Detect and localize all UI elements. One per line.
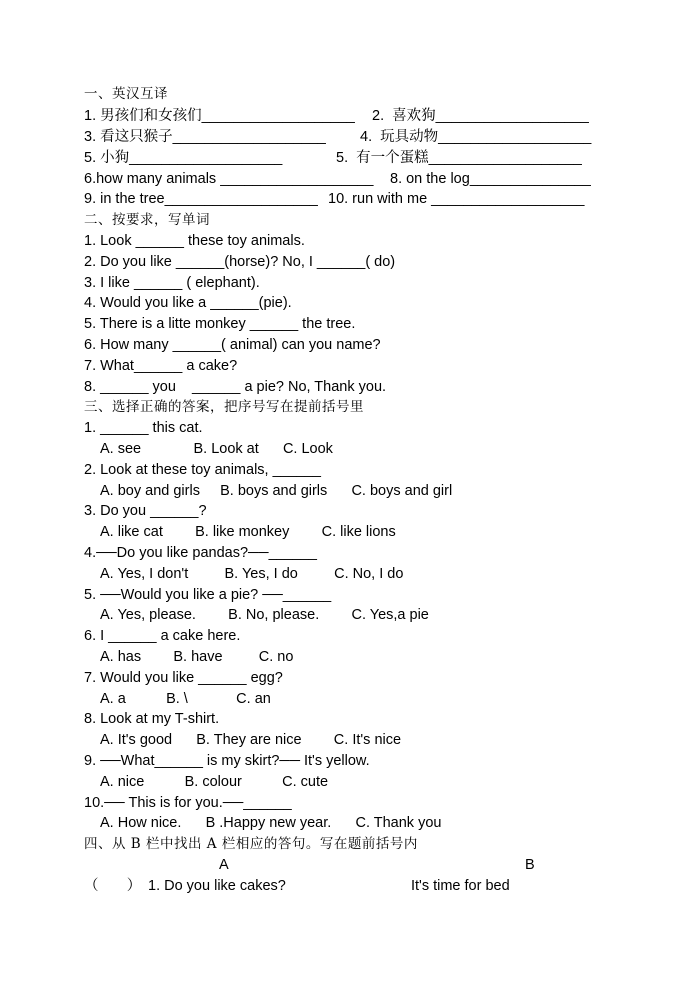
s3-question-1: 1. ______ this cat. bbox=[84, 420, 203, 436]
s2-item-1: 1. Look ______ these toy animals. bbox=[84, 233, 305, 249]
s2-item-8: 8. ______ you ______ a pie? No, Thank you. bbox=[84, 379, 387, 395]
s2-item-6: 6. How many ______( animal) can you name? bbox=[84, 337, 381, 353]
s4-question-1: 1. Do you like cakes? bbox=[148, 878, 286, 894]
s3-options-9: A. nice B. colour C. cute bbox=[100, 774, 329, 790]
s1-item-3: 3. 看这只猴子___________________ bbox=[84, 129, 326, 145]
section3-heading: 三、选择正确的答案，把序号写在提前括号里 bbox=[84, 399, 364, 415]
s1-item-1: 1. 男孩们和女孩们___________________ bbox=[84, 108, 355, 124]
s3-question-10: 10.── This is for you.──______ bbox=[84, 795, 292, 811]
s1-item-10: 10. run with me ___________________ bbox=[328, 191, 585, 207]
s3-options-6: A. has B. have C. no bbox=[100, 649, 294, 665]
answer-bracket[interactable]: （ ） bbox=[84, 878, 142, 894]
s2-item-4: 4. Would you like a ______(pie). bbox=[84, 295, 292, 311]
s1-item-9: 9. in the tree___________________ bbox=[84, 191, 318, 207]
s3-question-7: 7. Would you like ______ egg? bbox=[84, 670, 283, 686]
s3-question-5: 5. ──Would you like a pie? ──______ bbox=[84, 587, 332, 603]
s3-options-10: A. How nice. B .Happy new year. C. Thank you bbox=[100, 815, 442, 831]
s2-item-3: 3. I like ______ ( elephant). bbox=[84, 275, 260, 291]
s3-question-9: 9. ──What______ is my skirt?── It's yellow. bbox=[84, 753, 370, 769]
s1-item-6: 6.how many animals ___________________ bbox=[84, 171, 374, 187]
s3-options-3: A. like cat B. like monkey C. like lions bbox=[100, 524, 396, 540]
s2-item-7: 7. What______ a cake? bbox=[84, 358, 238, 374]
s3-options-8: A. It's good B. They are nice C. It's nice bbox=[100, 732, 402, 748]
s3-question-6: 6. I ______ a cake here. bbox=[84, 628, 241, 644]
s2-item-5: 5. There is a litte monkey ______ the tree. bbox=[84, 316, 356, 332]
s3-question-8: 8. Look at my T-shirt. bbox=[84, 711, 220, 727]
s1-item-8: 8. on the log_______________ bbox=[390, 171, 591, 187]
s2-item-2: 2. Do you like ______(horse)? No, I ______( do) bbox=[84, 254, 396, 270]
s3-options-5: A. Yes, please. B. No, please. C. Yes,a pie bbox=[100, 607, 429, 623]
s4-answer-b1: It's time for bed bbox=[411, 878, 510, 894]
column-a-label: A bbox=[219, 857, 229, 873]
s3-question-3: 3. Do you ______? bbox=[84, 503, 207, 519]
s1-item-5b: 5. 有一个蛋糕___________________ bbox=[336, 150, 582, 166]
s3-options-2: A. boy and girls B. boys and girls C. boys and girl bbox=[100, 483, 453, 499]
s1-item-5: 5. 小狗___________________ bbox=[84, 150, 283, 166]
s3-question-2: 2. Look at these toy animals, ______ bbox=[84, 462, 321, 478]
section2-heading: 二、按要求，写单词 bbox=[84, 212, 210, 228]
s3-options-4: A. Yes, I don't B. Yes, I do C. No, I do bbox=[100, 566, 404, 582]
s3-options-7: A. a B. \ C. an bbox=[100, 691, 271, 707]
s3-options-1: A. see B. Look at C. Look bbox=[100, 441, 333, 457]
column-b-label: B bbox=[525, 857, 535, 873]
s3-question-4: 4.──Do you like pandas?──______ bbox=[84, 545, 317, 561]
section4-heading: 四、从 B 栏中找出 A 栏相应的答句。写在题前括号内 bbox=[84, 836, 418, 852]
s1-item-2: 2. 喜欢狗___________________ bbox=[372, 108, 589, 124]
s1-item-4: 4. 玩具动物___________________ bbox=[360, 129, 592, 145]
section1-heading: 一、英汉互译 bbox=[84, 86, 168, 102]
